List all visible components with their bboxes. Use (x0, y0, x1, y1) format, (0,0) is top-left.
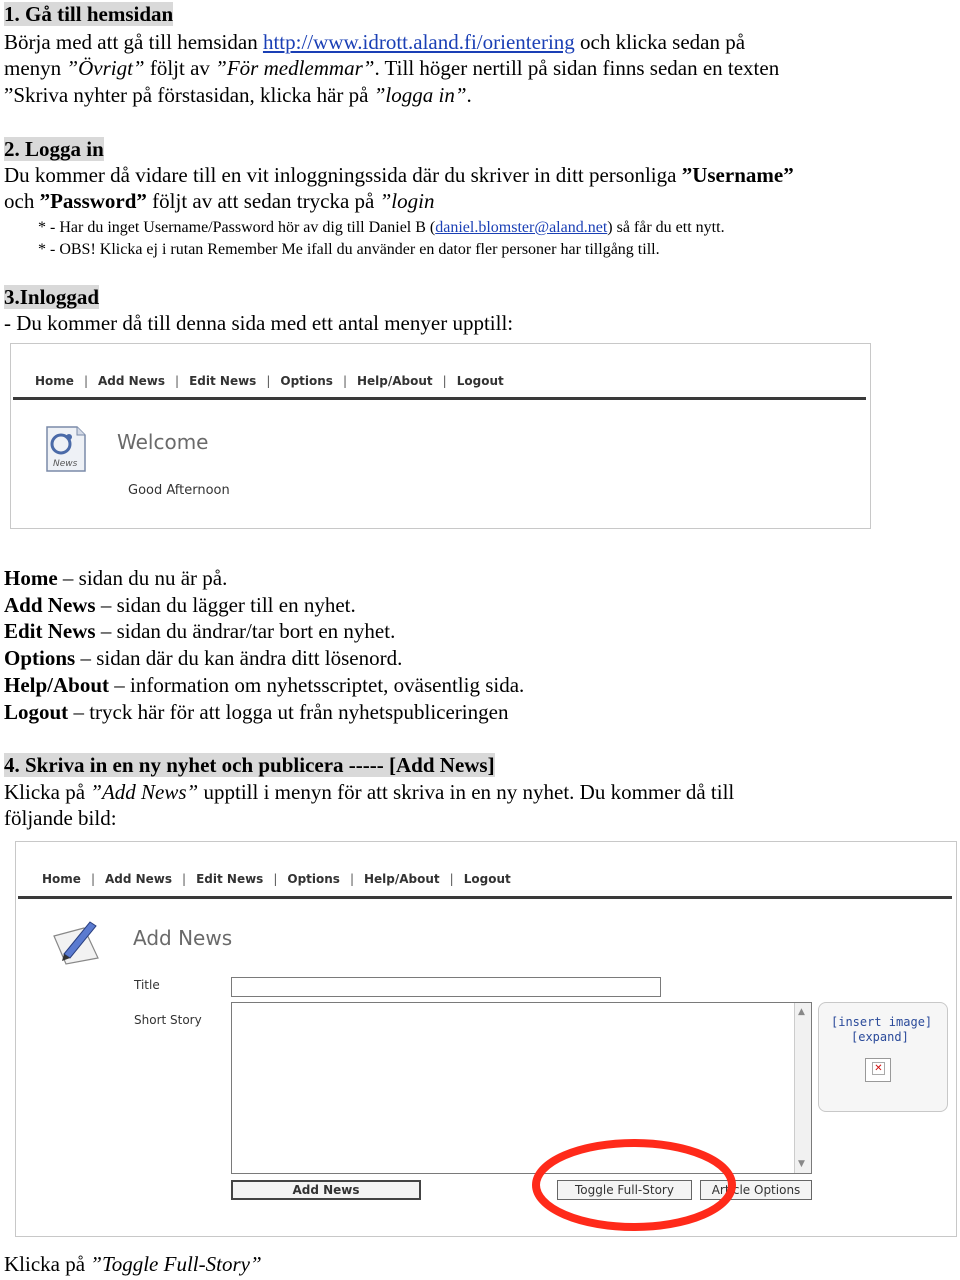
scroll-down-icon[interactable]: ▼ (798, 1159, 805, 1169)
hemsida-link[interactable]: http://www.idrott.aland.fi/orientering (262, 30, 575, 54)
menu-divider (18, 896, 952, 899)
menu-add-news[interactable]: Add News (104, 872, 173, 886)
menu-item-desc: Add News – sidan du lägger till en nyhet. (4, 593, 356, 617)
section3-heading: 3.Inloggad (4, 285, 100, 309)
pen-paper-icon (50, 916, 106, 966)
broken-image-icon: ✕ (865, 1058, 891, 1082)
title-label: Title (134, 978, 160, 992)
section1-line1: Börja med att gå till hemsidan http://www.idrott.aland.fi/orientering och klicka sedan på (4, 30, 746, 54)
add-news-button[interactable]: Add News (231, 1180, 421, 1200)
menu-item-desc: Help/About – information om nyhetsscriptet, oväsentlig sida. (4, 673, 525, 697)
news-icon (41, 424, 89, 474)
section2-note2: * - OBS! Klicka ej i rutan Remember Me ifall du använder en dator fler personer har tillgång till. (38, 241, 660, 258)
closing-line: Klicka på ”Toggle Full-Story” (4, 1252, 262, 1276)
menu-options[interactable]: Options (280, 374, 333, 388)
section3-intro: - Du kommer då till denna sida med ett antal menyer upptill: (4, 311, 514, 335)
section2-note1: * - Har du inget Username/Password hör av dig till Daniel B (daniel.blomster@aland.net) så får du ett nytt. (38, 219, 725, 236)
menu-item-desc: Edit News – sidan du ändrar/tar bort en nyhet. (4, 619, 396, 643)
menu-bar: Home | Add News | Edit News | Options | Help/About | Logout (35, 374, 504, 388)
section2-heading: 2. Logga in (4, 137, 104, 161)
section4-line1: Klicka på ”Add News” upptill i menyn för att skriva in en ny nyhet. Du kommer då till (4, 780, 735, 804)
article-options-button[interactable]: Article Options (700, 1180, 812, 1200)
insert-image-link[interactable]: [insert image] (831, 1015, 933, 1029)
insert-panel (818, 1002, 948, 1112)
menu-edit-news[interactable]: Edit News (189, 374, 257, 388)
welcome-title: Welcome (117, 430, 209, 454)
email-link[interactable]: daniel.blomster@aland.net (435, 219, 608, 236)
toggle-full-story-button[interactable]: Toggle Full-Story (557, 1180, 692, 1200)
textarea-scrollbar[interactable] (794, 1003, 811, 1173)
section4-line2: följande bild: (4, 806, 117, 830)
menu-logout[interactable]: Logout (456, 374, 504, 388)
section2-line2: och ”Password” följt av att sedan trycka på ”login (4, 189, 435, 213)
menu-bar: Home | Add News | Edit News | Options | Help/About | Logout (42, 872, 511, 886)
greeting-text: Good Afternoon (128, 483, 230, 498)
menu-add-news[interactable]: Add News (97, 374, 166, 388)
menu-home[interactable]: Home (35, 374, 74, 388)
section1-heading: 1. Gå till hemsidan (4, 2, 174, 26)
menu-help-about[interactable]: Help/About (357, 374, 433, 388)
menu-item-desc: Options – sidan där du kan ändra ditt lösenord. (4, 646, 403, 670)
menu-options[interactable]: Options (287, 872, 340, 886)
title-input[interactable] (231, 977, 661, 997)
expand-link[interactable]: [expand] (851, 1030, 909, 1044)
screenshot-add-news (15, 841, 957, 1237)
menu-item-desc: Home – sidan du nu är på. (4, 566, 228, 590)
menu-edit-news[interactable]: Edit News (196, 872, 264, 886)
add-news-title: Add News (133, 926, 233, 950)
short-story-label: Short Story (134, 1013, 202, 1027)
menu-item-desc: Logout – tryck här för att logga ut från nyhetspubliceringen (4, 700, 509, 724)
menu-divider (13, 397, 866, 400)
menu-logout[interactable]: Logout (463, 872, 511, 886)
screenshot-welcome (10, 343, 871, 529)
highlight-circle (526, 1137, 746, 1237)
section2-line1: Du kommer då vidare till en vit inloggningssida där du skriver in ditt personliga ”Username” (4, 163, 794, 187)
svg-text:News: News (53, 459, 78, 469)
scroll-up-icon[interactable]: ▲ (798, 1007, 805, 1017)
section1-line3: ”Skriva nyhter på förstasidan, klicka här på ”logga in”. (4, 83, 472, 107)
section1-line2: menyn ”Övrigt” följt av ”För medlemmar”. Till höger nertill på sidan finns sedan en texten (4, 56, 780, 80)
section4-heading: 4. Skriva in en ny nyhet och publicera ----- [Add News] (4, 753, 495, 777)
menu-home[interactable]: Home (42, 872, 81, 886)
menu-help-about[interactable]: Help/About (364, 872, 440, 886)
